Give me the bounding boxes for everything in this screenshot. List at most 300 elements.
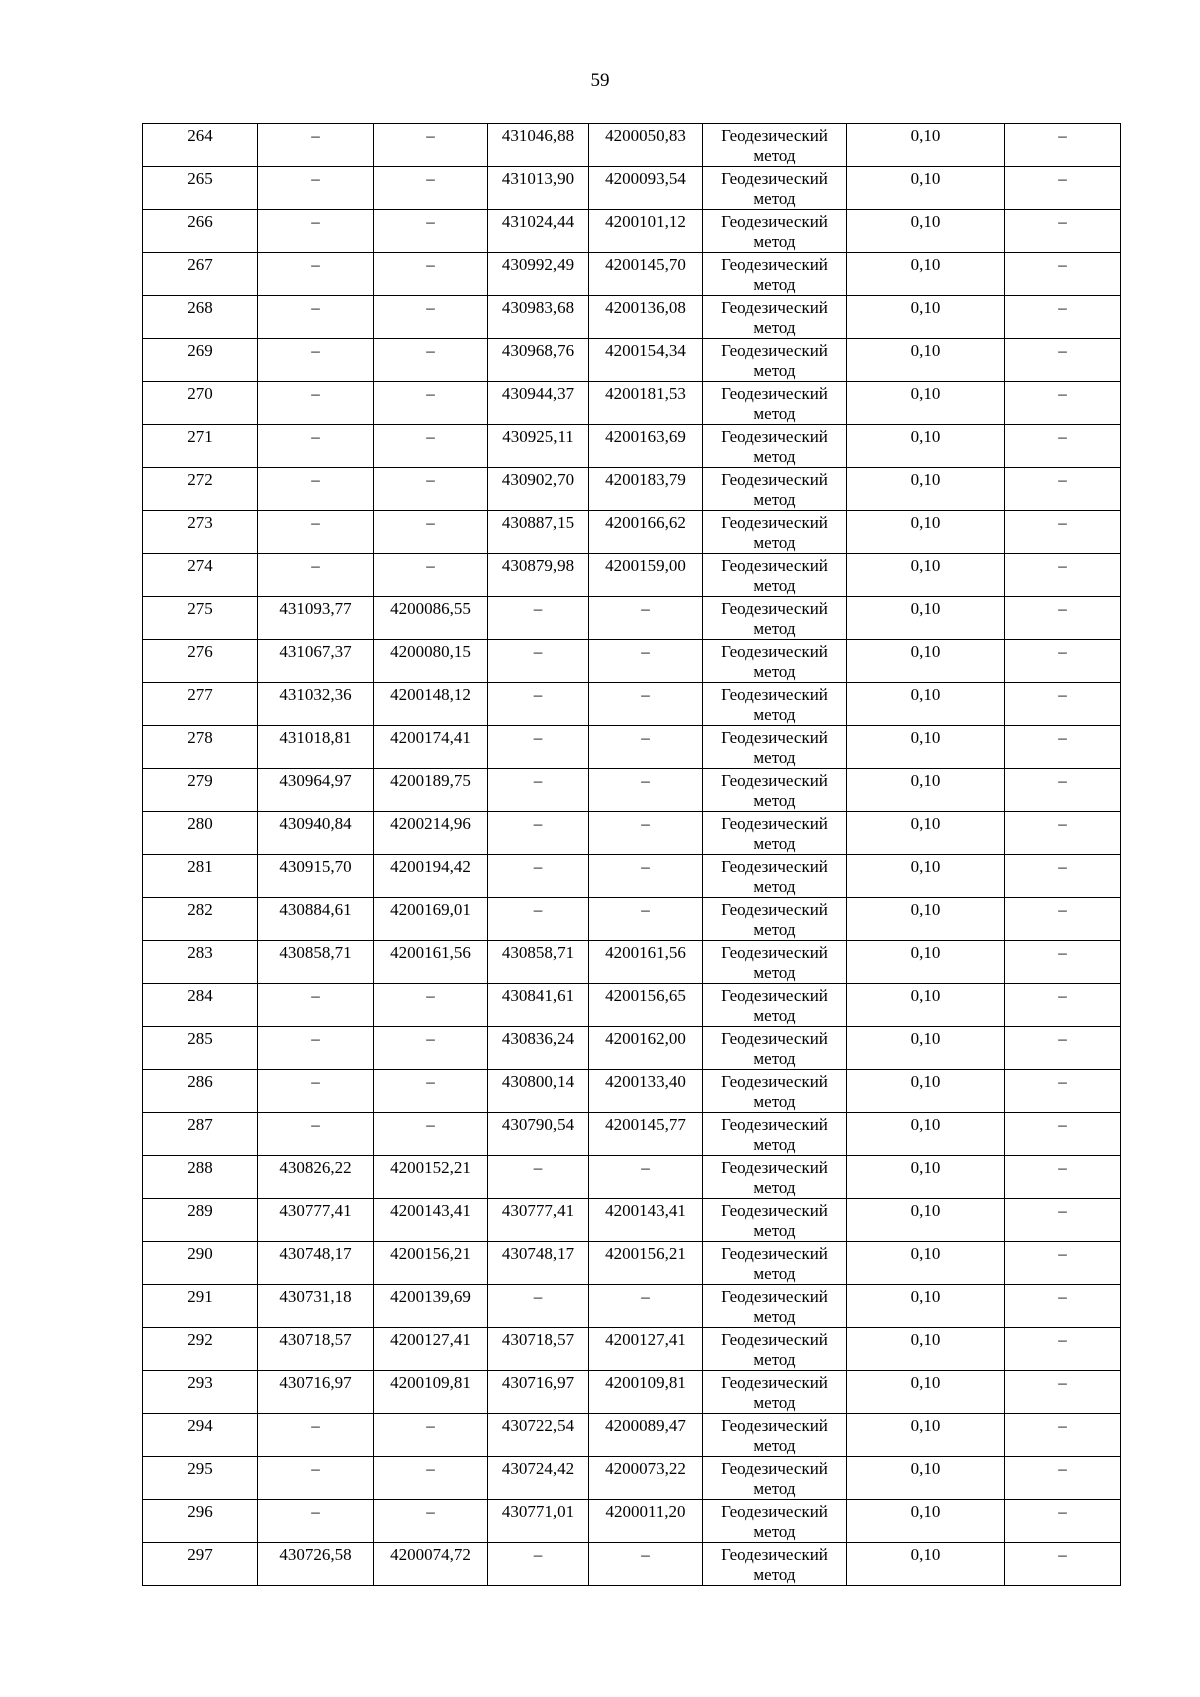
cell-method: Геодезический метод (703, 941, 847, 984)
cell-description: – (1005, 640, 1121, 683)
cell-old-y: 4200169,01 (374, 898, 488, 941)
cell-old-y: – (374, 984, 488, 1027)
cell-old-y: – (374, 253, 488, 296)
cell-method: Геодезический метод (703, 167, 847, 210)
cell-accuracy: 0,10 (847, 210, 1005, 253)
cell-point-number: 294 (143, 1414, 258, 1457)
cell-old-y: – (374, 296, 488, 339)
cell-point-number: 266 (143, 210, 258, 253)
cell-accuracy: 0,10 (847, 554, 1005, 597)
cell-old-x: 431018,81 (258, 726, 374, 769)
cell-new-x: 430718,57 (488, 1328, 589, 1371)
cell-new-x: – (488, 1543, 589, 1586)
cell-old-x: – (258, 1500, 374, 1543)
cell-new-y: 4200156,65 (589, 984, 703, 1027)
cell-old-x: – (258, 1414, 374, 1457)
cell-old-y: – (374, 425, 488, 468)
table-row (143, 898, 1121, 941)
page-number: 59 (590, 70, 610, 91)
cell-description: – (1005, 339, 1121, 382)
cell-description: – (1005, 597, 1121, 640)
cell-description: – (1005, 1070, 1121, 1113)
cell-method: Геодезический метод (703, 339, 847, 382)
cell-new-y: 4200145,77 (589, 1113, 703, 1156)
cell-description: – (1005, 1113, 1121, 1156)
cell-new-x: 430968,76 (488, 339, 589, 382)
cell-method: Геодезический метод (703, 898, 847, 941)
cell-point-number: 265 (143, 167, 258, 210)
cell-method: Геодезический метод (703, 1457, 847, 1500)
cell-point-number: 268 (143, 296, 258, 339)
cell-new-y: 4200093,54 (589, 167, 703, 210)
cell-accuracy: 0,10 (847, 1113, 1005, 1156)
cell-method: Геодезический метод (703, 425, 847, 468)
cell-old-x: 430718,57 (258, 1328, 374, 1371)
table-row (143, 210, 1121, 253)
cell-new-x: 430771,01 (488, 1500, 589, 1543)
cell-old-y: 4200109,81 (374, 1371, 488, 1414)
cell-new-y: – (589, 812, 703, 855)
cell-new-x: 430841,61 (488, 984, 589, 1027)
cell-old-x: 430716,97 (258, 1371, 374, 1414)
cell-accuracy: 0,10 (847, 726, 1005, 769)
cell-method: Геодезический метод (703, 554, 847, 597)
cell-new-y: – (589, 640, 703, 683)
table-row (143, 941, 1121, 984)
cell-point-number: 286 (143, 1070, 258, 1113)
cell-point-number: 289 (143, 1199, 258, 1242)
cell-new-y: 4200109,81 (589, 1371, 703, 1414)
table-row (143, 1457, 1121, 1500)
cell-old-x: – (258, 124, 374, 167)
cell-new-x: – (488, 898, 589, 941)
cell-accuracy: 0,10 (847, 1328, 1005, 1371)
cell-point-number: 276 (143, 640, 258, 683)
cell-accuracy: 0,10 (847, 167, 1005, 210)
cell-point-number: 273 (143, 511, 258, 554)
cell-description: – (1005, 941, 1121, 984)
cell-description: – (1005, 1328, 1121, 1371)
cell-point-number: 290 (143, 1242, 258, 1285)
cell-point-number: 297 (143, 1543, 258, 1586)
cell-accuracy: 0,10 (847, 769, 1005, 812)
table-row (143, 382, 1121, 425)
cell-accuracy: 0,10 (847, 468, 1005, 511)
cell-method: Геодезический метод (703, 1543, 847, 1586)
cell-new-y: 4200159,00 (589, 554, 703, 597)
cell-accuracy: 0,10 (847, 941, 1005, 984)
cell-old-y: – (374, 382, 488, 425)
cell-accuracy: 0,10 (847, 1070, 1005, 1113)
cell-old-y: 4200214,96 (374, 812, 488, 855)
cell-new-x: 430800,14 (488, 1070, 589, 1113)
table-body (143, 124, 1121, 1586)
cell-old-x: 430884,61 (258, 898, 374, 941)
table-row (143, 1113, 1121, 1156)
cell-old-y: 4200152,21 (374, 1156, 488, 1199)
cell-old-x: 430731,18 (258, 1285, 374, 1328)
cell-description: – (1005, 1543, 1121, 1586)
cell-accuracy: 0,10 (847, 382, 1005, 425)
cell-method: Геодезический метод (703, 1070, 847, 1113)
cell-new-y: 4200161,56 (589, 941, 703, 984)
table-row (143, 1371, 1121, 1414)
table-row (143, 1543, 1121, 1586)
cell-new-x: 430722,54 (488, 1414, 589, 1457)
cell-point-number: 291 (143, 1285, 258, 1328)
cell-old-y: – (374, 124, 488, 167)
cell-point-number: 282 (143, 898, 258, 941)
table-row (143, 1414, 1121, 1457)
cell-accuracy: 0,10 (847, 1543, 1005, 1586)
cell-old-y: 4200174,41 (374, 726, 488, 769)
cell-old-x: – (258, 1027, 374, 1070)
cell-new-x: 431013,90 (488, 167, 589, 210)
cell-old-x: 430826,22 (258, 1156, 374, 1199)
cell-description: – (1005, 984, 1121, 1027)
cell-old-y: 4200139,69 (374, 1285, 488, 1328)
cell-point-number: 288 (143, 1156, 258, 1199)
cell-accuracy: 0,10 (847, 640, 1005, 683)
cell-new-x: – (488, 855, 589, 898)
cell-new-y: – (589, 769, 703, 812)
cell-description: – (1005, 425, 1121, 468)
cell-old-y: – (374, 210, 488, 253)
cell-new-y: 4200154,34 (589, 339, 703, 382)
cell-accuracy: 0,10 (847, 124, 1005, 167)
table-row (143, 554, 1121, 597)
cell-new-y: 4200089,47 (589, 1414, 703, 1457)
cell-point-number: 278 (143, 726, 258, 769)
cell-description: – (1005, 167, 1121, 210)
cell-method: Геодезический метод (703, 1242, 847, 1285)
cell-method: Геодезический метод (703, 683, 847, 726)
cell-method: Геодезический метод (703, 253, 847, 296)
table-row (143, 1500, 1121, 1543)
cell-new-x: 431046,88 (488, 124, 589, 167)
cell-accuracy: 0,10 (847, 1500, 1005, 1543)
cell-method: Геодезический метод (703, 1328, 847, 1371)
cell-method: Геодезический метод (703, 1500, 847, 1543)
cell-description: – (1005, 1156, 1121, 1199)
cell-new-y: 4200136,08 (589, 296, 703, 339)
cell-new-y: 4200143,41 (589, 1199, 703, 1242)
cell-new-y: 4200073,22 (589, 1457, 703, 1500)
cell-point-number: 275 (143, 597, 258, 640)
cell-accuracy: 0,10 (847, 511, 1005, 554)
cell-new-x: 430858,71 (488, 941, 589, 984)
cell-point-number: 272 (143, 468, 258, 511)
table-row (143, 425, 1121, 468)
cell-point-number: 293 (143, 1371, 258, 1414)
cell-description: – (1005, 1371, 1121, 1414)
cell-point-number: 270 (143, 382, 258, 425)
cell-old-y: – (374, 468, 488, 511)
table-row (143, 855, 1121, 898)
table-row (143, 812, 1121, 855)
cell-accuracy: 0,10 (847, 253, 1005, 296)
table-row (143, 124, 1121, 167)
table-row (143, 1199, 1121, 1242)
table-row (143, 769, 1121, 812)
cell-description: – (1005, 124, 1121, 167)
cell-description: – (1005, 382, 1121, 425)
cell-old-x: – (258, 554, 374, 597)
cell-new-y: 4200166,62 (589, 511, 703, 554)
cell-point-number: 277 (143, 683, 258, 726)
cell-old-x: 430726,58 (258, 1543, 374, 1586)
cell-new-x: – (488, 597, 589, 640)
cell-point-number: 279 (143, 769, 258, 812)
cell-description: – (1005, 683, 1121, 726)
table-row (143, 1070, 1121, 1113)
cell-new-x: – (488, 769, 589, 812)
cell-new-x: 430887,15 (488, 511, 589, 554)
cell-description: – (1005, 769, 1121, 812)
cell-description: – (1005, 554, 1121, 597)
cell-new-x: – (488, 726, 589, 769)
cell-new-x: 430992,49 (488, 253, 589, 296)
table-row (143, 984, 1121, 1027)
cell-old-x: – (258, 468, 374, 511)
cell-point-number: 281 (143, 855, 258, 898)
cell-accuracy: 0,10 (847, 339, 1005, 382)
cell-method: Геодезический метод (703, 726, 847, 769)
cell-point-number: 269 (143, 339, 258, 382)
cell-method: Геодезический метод (703, 1113, 847, 1156)
cell-old-y: – (374, 1414, 488, 1457)
cell-accuracy: 0,10 (847, 855, 1005, 898)
cell-old-y: – (374, 511, 488, 554)
cell-new-y: 4200181,53 (589, 382, 703, 425)
cell-accuracy: 0,10 (847, 296, 1005, 339)
cell-description: – (1005, 1285, 1121, 1328)
cell-old-y: – (374, 167, 488, 210)
cell-new-y: 4200162,00 (589, 1027, 703, 1070)
cell-accuracy: 0,10 (847, 898, 1005, 941)
cell-description: – (1005, 296, 1121, 339)
cell-old-x: 430940,84 (258, 812, 374, 855)
table-row (143, 1328, 1121, 1371)
cell-method: Геодезический метод (703, 640, 847, 683)
cell-old-y: 4200156,21 (374, 1242, 488, 1285)
cell-old-y: 4200194,42 (374, 855, 488, 898)
cell-new-y: 4200101,12 (589, 210, 703, 253)
cell-accuracy: 0,10 (847, 425, 1005, 468)
cell-point-number: 280 (143, 812, 258, 855)
cell-description: – (1005, 1027, 1121, 1070)
cell-new-y: – (589, 898, 703, 941)
table-row (143, 468, 1121, 511)
cell-old-y: – (374, 1027, 488, 1070)
cell-new-y: 4200163,69 (589, 425, 703, 468)
coordinates-table (142, 123, 1121, 1586)
cell-description: – (1005, 468, 1121, 511)
cell-method: Геодезический метод (703, 1414, 847, 1457)
cell-old-y: 4200086,55 (374, 597, 488, 640)
cell-method: Геодезический метод (703, 511, 847, 554)
cell-method: Геодезический метод (703, 296, 847, 339)
cell-new-x: – (488, 1156, 589, 1199)
cell-old-x: 430915,70 (258, 855, 374, 898)
cell-old-x: – (258, 1113, 374, 1156)
cell-old-x: – (258, 339, 374, 382)
cell-old-x: 430748,17 (258, 1242, 374, 1285)
cell-method: Геодезический метод (703, 597, 847, 640)
cell-new-y: 4200183,79 (589, 468, 703, 511)
cell-old-x: 430858,71 (258, 941, 374, 984)
cell-old-x: – (258, 253, 374, 296)
cell-old-x: 430964,97 (258, 769, 374, 812)
cell-new-x: 430836,24 (488, 1027, 589, 1070)
cell-accuracy: 0,10 (847, 984, 1005, 1027)
table-row (143, 1156, 1121, 1199)
cell-new-x: 430902,70 (488, 468, 589, 511)
cell-method: Геодезический метод (703, 769, 847, 812)
cell-old-y: 4200127,41 (374, 1328, 488, 1371)
cell-new-x: – (488, 640, 589, 683)
table-row (143, 597, 1121, 640)
table-row (143, 1027, 1121, 1070)
cell-new-y: – (589, 726, 703, 769)
cell-accuracy: 0,10 (847, 597, 1005, 640)
table-row (143, 726, 1121, 769)
cell-method: Геодезический метод (703, 1199, 847, 1242)
table-row (143, 339, 1121, 382)
table-row (143, 296, 1121, 339)
cell-description: – (1005, 1457, 1121, 1500)
cell-old-y: 4200161,56 (374, 941, 488, 984)
cell-description: – (1005, 253, 1121, 296)
cell-old-y: – (374, 339, 488, 382)
table-row (143, 1242, 1121, 1285)
table-row (143, 167, 1121, 210)
cell-description: – (1005, 1242, 1121, 1285)
table-row (143, 511, 1121, 554)
cell-old-y: 4200074,72 (374, 1543, 488, 1586)
cell-new-y: 4200127,41 (589, 1328, 703, 1371)
table-row (143, 683, 1121, 726)
cell-point-number: 264 (143, 124, 258, 167)
cell-new-x: – (488, 1285, 589, 1328)
cell-old-x: – (258, 425, 374, 468)
cell-accuracy: 0,10 (847, 1199, 1005, 1242)
cell-method: Геодезический метод (703, 1285, 847, 1328)
cell-accuracy: 0,10 (847, 1371, 1005, 1414)
table-row (143, 253, 1121, 296)
cell-old-y: 4200189,75 (374, 769, 488, 812)
cell-point-number: 284 (143, 984, 258, 1027)
cell-old-x: 431067,37 (258, 640, 374, 683)
cell-new-x: 430790,54 (488, 1113, 589, 1156)
cell-old-y: – (374, 554, 488, 597)
cell-accuracy: 0,10 (847, 812, 1005, 855)
cell-old-y: – (374, 1070, 488, 1113)
cell-description: – (1005, 726, 1121, 769)
cell-old-x: – (258, 382, 374, 425)
cell-point-number: 292 (143, 1328, 258, 1371)
cell-old-x: 431032,36 (258, 683, 374, 726)
cell-old-x: – (258, 296, 374, 339)
cell-description: – (1005, 1414, 1121, 1457)
cell-point-number: 271 (143, 425, 258, 468)
cell-new-x: 430748,17 (488, 1242, 589, 1285)
cell-method: Геодезический метод (703, 124, 847, 167)
cell-accuracy: 0,10 (847, 1156, 1005, 1199)
cell-method: Геодезический метод (703, 1371, 847, 1414)
cell-new-y: – (589, 1285, 703, 1328)
cell-description: – (1005, 1199, 1121, 1242)
cell-description: – (1005, 898, 1121, 941)
cell-accuracy: 0,10 (847, 1242, 1005, 1285)
cell-method: Геодезический метод (703, 382, 847, 425)
cell-old-x: – (258, 511, 374, 554)
cell-old-y: 4200148,12 (374, 683, 488, 726)
cell-point-number: 295 (143, 1457, 258, 1500)
cell-point-number: 285 (143, 1027, 258, 1070)
cell-old-y: – (374, 1500, 488, 1543)
cell-new-y: 4200050,83 (589, 124, 703, 167)
cell-method: Геодезический метод (703, 855, 847, 898)
cell-point-number: 296 (143, 1500, 258, 1543)
cell-old-x: – (258, 167, 374, 210)
cell-method: Геодезический метод (703, 984, 847, 1027)
cell-description: – (1005, 1500, 1121, 1543)
cell-new-y: – (589, 597, 703, 640)
table-row (143, 640, 1121, 683)
cell-accuracy: 0,10 (847, 1414, 1005, 1457)
cell-old-y: 4200143,41 (374, 1199, 488, 1242)
cell-new-y: 4200156,21 (589, 1242, 703, 1285)
cell-old-y: – (374, 1113, 488, 1156)
cell-new-y: 4200011,20 (589, 1500, 703, 1543)
cell-accuracy: 0,10 (847, 1457, 1005, 1500)
cell-method: Геодезический метод (703, 812, 847, 855)
cell-new-x: 430944,37 (488, 382, 589, 425)
cell-new-x: – (488, 812, 589, 855)
cell-method: Геодезический метод (703, 1027, 847, 1070)
cell-new-y: – (589, 683, 703, 726)
cell-method: Геодезический метод (703, 468, 847, 511)
cell-method: Геодезический метод (703, 1156, 847, 1199)
cell-new-y: 4200133,40 (589, 1070, 703, 1113)
cell-new-x: – (488, 683, 589, 726)
cell-method: Геодезический метод (703, 210, 847, 253)
cell-new-x: 430983,68 (488, 296, 589, 339)
cell-description: – (1005, 855, 1121, 898)
cell-new-x: 430716,97 (488, 1371, 589, 1414)
cell-accuracy: 0,10 (847, 683, 1005, 726)
cell-accuracy: 0,10 (847, 1027, 1005, 1070)
table-row (143, 1285, 1121, 1328)
cell-new-x: 430879,98 (488, 554, 589, 597)
cell-description: – (1005, 210, 1121, 253)
cell-old-y: 4200080,15 (374, 640, 488, 683)
cell-new-x: 431024,44 (488, 210, 589, 253)
cell-new-x: 430777,41 (488, 1199, 589, 1242)
cell-new-x: 430925,11 (488, 425, 589, 468)
cell-new-y: 4200145,70 (589, 253, 703, 296)
cell-old-x: – (258, 1070, 374, 1113)
cell-point-number: 274 (143, 554, 258, 597)
cell-old-x: 431093,77 (258, 597, 374, 640)
cell-description: – (1005, 511, 1121, 554)
cell-old-x: – (258, 210, 374, 253)
cell-old-y: – (374, 1457, 488, 1500)
cell-old-x: 430777,41 (258, 1199, 374, 1242)
cell-point-number: 287 (143, 1113, 258, 1156)
cell-old-x: – (258, 1457, 374, 1500)
